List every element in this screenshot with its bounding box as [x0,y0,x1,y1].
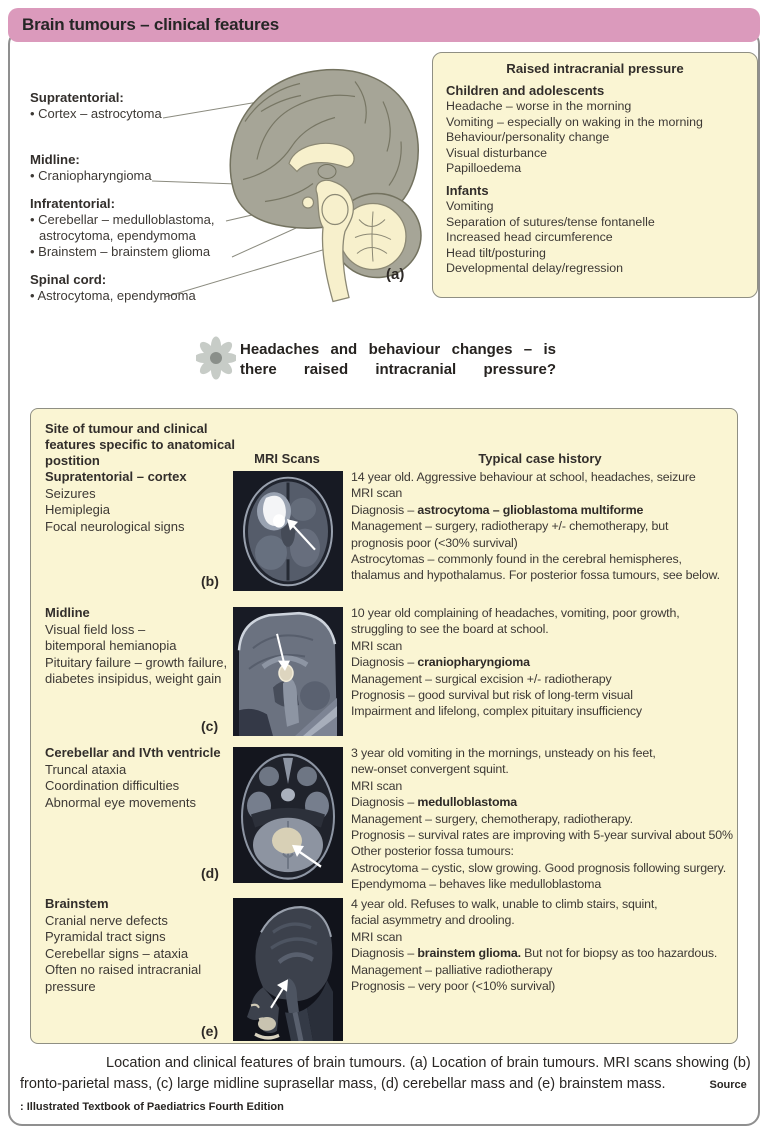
history-line: prognosis poor (<30% survival) [351,535,518,550]
site-cell [45,745,237,811]
mri-scan-d [233,747,343,883]
site-heading: Supratentorial – cortex [45,469,187,484]
history-line: Management – palliative radiotherapy [351,962,553,977]
anatomy-label-group [30,272,228,304]
icp-section-heading: Children and adolescents [446,83,605,98]
column-header-site: Site of tumour and clinical features specific to anatomical postition [45,421,236,468]
icp-title: Raised intracranial pressure [506,61,684,76]
history-cell [351,469,743,584]
site-cell [45,896,237,995]
site-line: Focal neurological signs [45,518,185,534]
anatomy-label-item: • Cerebellar – medulloblastoma, astrocytoma, ependymoma [30,212,215,243]
site-heading: Midline [45,605,90,620]
site-line: Abnormal eye movements [45,794,197,810]
history-line: Management – surgery, radiotherapy +/- chemotherapy, but [351,519,669,534]
history-line: Other posterior fossa tumours: [351,844,514,859]
anatomy-label-heading: Supratentorial: [30,90,124,105]
history-line: 3 year old vomiting in the mornings, unsteady on his feet, [351,746,656,760]
icp-section-heading: Infants [446,182,489,198]
site-cell [45,605,237,688]
history-line: MRI scan [351,486,403,501]
mri-scan-c [233,607,343,736]
anatomy-label-item: • Brainstem – brainstem glioma [30,244,211,259]
site-line: Visual field loss – [45,621,146,637]
mri-figure-label: (b) [201,573,219,589]
icp-item: Papilloedema [446,161,522,176]
anatomy-label-item: • Cortex – astrocytoma [30,106,162,121]
icp-item: Headache – worse in the morning [446,99,632,113]
mri-figure-label: (d) [201,865,219,881]
site-line: pressure [45,978,96,994]
anatomy-label-item: • Astrocytoma, ependymoma [30,288,196,303]
caption-text: Location and clinical features of brain tumours. (a) Location of brain tumours. MRI scans showing (b) fronto-parietal mass, (c) large midline suprasellar mass, (d) cerebellar mass and (e) brainstem mass. [20,1055,751,1092]
site-cell [45,469,237,535]
caption-source: Source : Illustrated Textbook of Paediatrics Fourth Edition [20,1079,747,1113]
site-line: bitemporal hemianopia [45,638,177,653]
page-title: Brain tumours – clinical features [22,15,279,34]
icp-item: Developmental delay/regression [446,261,624,276]
question-text: Headaches and behaviour changes – is there raised intracranial pressure? [240,341,556,378]
brain-illustration [205,50,440,308]
icp-item: Head tilt/posturing [446,245,546,260]
mri-cell [201,898,343,1041]
history-line: Ependymoma – behaves like medulloblastoma [351,877,602,892]
history-line: thalamus and hypothalamus. For posterior fossa tumours, see below. [351,568,720,583]
icp-section [446,83,744,177]
history-line: Diagnosis – medulloblastoma [351,795,518,810]
column-header-history: Typical case history [478,451,602,466]
caption [20,1053,752,1118]
history-line: MRI scan [351,929,403,944]
icp-box [432,52,758,298]
anatomy-labels [30,90,228,316]
history-line: Prognosis – very poor (<10% survival) [351,979,556,994]
mri-scan-b [233,471,343,591]
anatomy-label-heading: Spinal cord: [30,272,107,287]
mri-cell [201,747,343,883]
history-line: 10 year old complaining of headaches, vomiting, poor growth, [351,606,680,620]
header-bar [8,8,760,42]
site-line: Hemiplegia [45,502,111,517]
mri-scan-e [233,898,343,1041]
anatomy-label-group [30,196,228,260]
mri-figure-label: (c) [201,718,219,734]
history-line: facial asymmetry and drooling. [351,913,515,928]
history-cell [351,605,743,720]
site-line: Pituitary failure – growth failure, [45,654,228,670]
site-line: Cranial nerve defects [45,912,168,928]
site-line: Truncal ataxia [45,761,127,777]
history-line: Prognosis – survival rates are improving with 5-year survival about 50% [351,828,733,843]
history-line: Astrocytomas – commonly found in the cerebral hemispheres, [351,552,682,567]
history-cell [351,896,743,994]
history-cell [351,745,743,893]
site-line: diabetes insipidus, weight gain [45,671,222,686]
anatomy-label-group [30,90,228,122]
icp-item: Vomiting – especially on waking in the morning [446,114,703,129]
history-line: struggling to see the board at school. [351,622,549,637]
anatomy-label-group [30,152,228,184]
figure-a-label: (a) [386,266,405,283]
mri-figure-label: (e) [201,1023,219,1039]
history-line: Diagnosis – brainstem glioma. But not for biopsy as too hazardous. [351,946,718,961]
anatomy-label-item: • Craniopharyngioma [30,168,152,183]
history-line: Management – surgical excision +/- radiotherapy [351,671,612,686]
site-line: Often no raised intracranial [45,962,202,977]
icp-item: Vomiting [446,198,494,213]
history-line: Astrocytoma – cystic, slow growing. Good prognosis following surgery. [351,860,727,875]
site-line: Pyramidal tract signs [45,929,166,944]
history-line: new-onset convergent squint. [351,762,509,777]
history-line: Prognosis – good survival but risk of long-term visual [351,688,633,703]
history-line: MRI scan [351,638,403,653]
history-line: Diagnosis – astrocytoma – glioblastoma multiforme [351,502,644,517]
site-line: Coordination difficulties [45,778,180,793]
mri-cell [201,607,343,736]
site-heading: Cerebellar and IVth ventricle [45,745,221,760]
history-line: Impairment and lifelong, complex pituitary insufficiency [351,704,642,719]
site-line: Cerebellar signs – ataxia [45,945,189,961]
icp-section [446,183,744,277]
icp-item: Visual disturbance [446,145,548,160]
mri-cell [201,471,343,591]
icp-item: Increased head circumference [446,230,613,245]
icp-item: Separation of sutures/tense fontanelle [446,214,655,229]
icp-item: Behaviour/personality change [446,130,610,145]
history-line: MRI scan [351,778,403,793]
case-panel [30,408,738,1044]
history-line: 4 year old. Refuses to walk, unable to climb stairs, squint, [351,897,658,911]
history-line: Diagnosis – craniopharyngioma [351,655,530,670]
column-header-mri: MRI Scans [254,451,320,466]
history-line: Management – surgery, chemotherapy, radiotherapy. [351,811,633,826]
daisy-icon [196,336,236,380]
anatomy-label-heading: Midline: [30,152,80,167]
anatomy-label-heading: Infratentorial: [30,196,115,211]
site-line: Seizures [45,485,96,501]
site-heading: Brainstem [45,896,109,911]
history-line: 14 year old. Aggressive behaviour at school, headaches, seizure [351,470,696,484]
